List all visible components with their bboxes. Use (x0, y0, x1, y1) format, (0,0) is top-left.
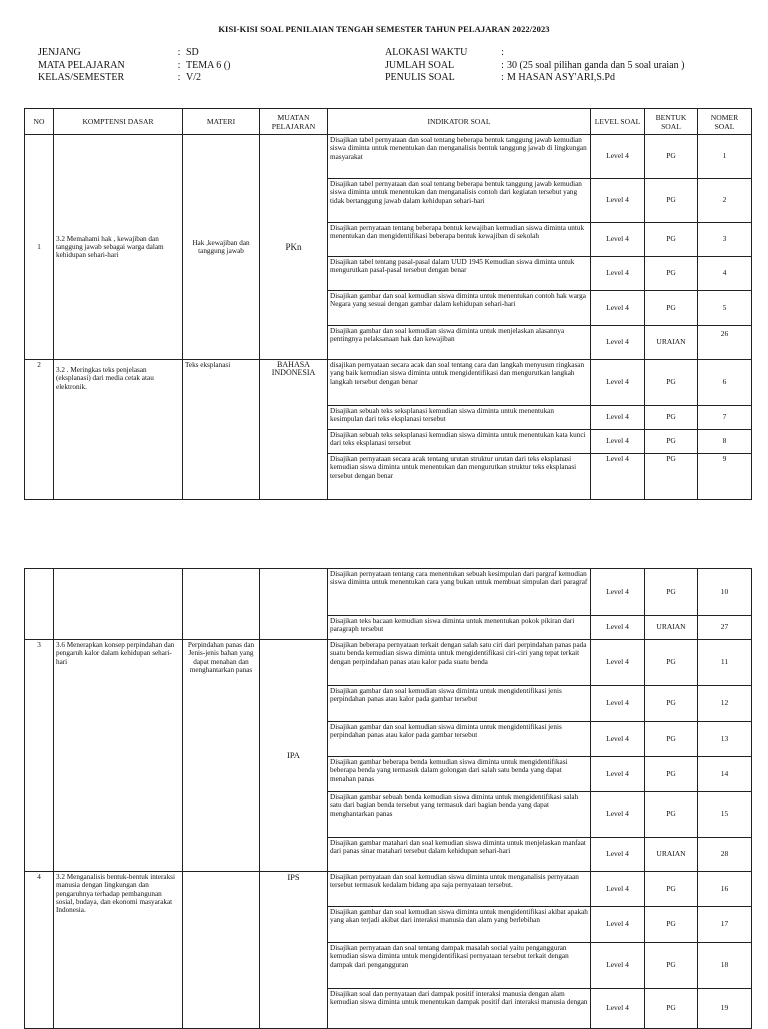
cell-level: Level 4 (591, 179, 645, 223)
cell-nomer: 15 (698, 792, 752, 838)
cell-muatan: PKn (260, 135, 328, 360)
meta-label: PENULIS SOAL (385, 72, 455, 83)
cell-level: Level 4 (591, 792, 645, 838)
cell-level: Level 4 (591, 135, 645, 179)
cell-kompetensi-dasar (54, 569, 183, 640)
cell-bentuk: PG (645, 406, 698, 430)
cell-level: Level 4 (591, 943, 645, 989)
cell-materi: Teks eksplanasi (183, 360, 260, 500)
cell-level: Level 4 (591, 430, 645, 454)
cell-level: Level 4 (591, 616, 645, 640)
meta-colon: : (177, 72, 181, 83)
cell-nomer: 8 (698, 430, 752, 454)
meta-colon: : (501, 59, 504, 71)
cell-nomer: 27 (698, 616, 752, 640)
table-row (25, 360, 752, 406)
cell-bentuk: URAIAN (645, 616, 698, 640)
cell-indikator: Disajikan tabel tentang pasal-pasal dalam UUD 1945 Kemudian siswa diminta untuk mengurutkan pasal-pasal tersebut dengan benar (328, 257, 591, 291)
cell-indikator: Disajikan pernyataan secara acak tentang urutan struktur urutan dari teks eksplanasi kemudian siswa diminta untuk menentukan dan mengurutkan struktur teks eksplanasi tersebut dengan benar (328, 454, 591, 500)
cell-indikator: Disajikan pernyataan dan soal tentang dampak masalah social yaitu pengangguran kemudian siswa diminta untuk mengidentifikasi pernyataan tersebut terkait dengan dampak dari pengangguran (328, 943, 591, 989)
cell-level: Level 4 (591, 757, 645, 792)
meta-colon: : (501, 72, 504, 83)
meta-value: SD (186, 47, 199, 58)
cell-level: Level 4 (591, 223, 645, 257)
kisi-kisi-table-page-1 (24, 108, 752, 500)
header-materi: MATERI (183, 109, 260, 135)
cell-indikator: Disajikan gambar beberapa benda kemudian siswa diminta untuk mengidentifikasi beberapa benda yang termasuk dalam golongan dari salah satu benda yang dapat menahan panas (328, 757, 591, 792)
cell-level: Level 4 (591, 872, 645, 907)
cell-nomer: 14 (698, 757, 752, 792)
cell-nomer: 1 (698, 135, 752, 179)
cell-kompetensi-dasar: 3.2 Menganalisis bentuk-bentuk interaksi manusia dengan lingkungan dan pengaruhnya terhadap pembangunan sosial, budaya, dan ekonomi masyarakat Indonesia. (54, 872, 183, 1029)
meta-right (385, 47, 684, 85)
cell-muatan: IPS (260, 872, 328, 1029)
cell-level: Level 4 (591, 454, 645, 500)
header-muatan-pelajaran: MUATAN PELAJARAN (260, 109, 328, 135)
header-kompetensi-dasar: KOMPTENSI DASAR (54, 109, 183, 135)
header-bentuk-soal: BENTUK SOAL (645, 109, 698, 135)
header-indikator-soal: INDIKATOR SOAL (328, 109, 591, 135)
cell-level: Level 4 (591, 291, 645, 326)
cell-nomer: 2 (698, 179, 752, 223)
cell-nomer: 16 (698, 872, 752, 907)
cell-indikator: Disajikan sebuah teks seksplanasi kemudian siswa diminta untuk menentukan kata kunci dari teks eksplanasi tersebut (328, 430, 591, 454)
cell-indikator: Disajikan gambar sebuah benda kemudian siswa diminta untuk mengidentifikasi salah satu dari bagian benda tersebut yang termasuk dari bagian benda yang dapat menghantarkan panas (328, 792, 591, 838)
cell-indikator: Disajikan pernyataan tentang cara menentukan sebuah kesimpulan dari pargraf kemudian siswa diminta untuk menentukan cara yang bukan untuk membuat simpulan dari paragraf (328, 569, 591, 616)
cell-nomer: 6 (698, 360, 752, 406)
cell-indikator: Disajikan soal dan pernyataan dari dampak positif interaksi manusia dengan alam kemudian siswa diminta untuk menentukan dampak positif dari interaksi manusia dengan (328, 989, 591, 1029)
cell-nomer: 9 (698, 454, 752, 500)
cell-level: Level 4 (591, 569, 645, 616)
cell-bentuk: PG (645, 943, 698, 989)
meta-value: M HASAN ASY'ARI,S.Pd (507, 72, 615, 83)
meta-row-kelas-semester (38, 72, 230, 85)
table-row (25, 569, 752, 616)
cell-nomer: 11 (698, 640, 752, 686)
cell-bentuk: PG (645, 257, 698, 291)
table-row (25, 135, 752, 179)
cell-bentuk: PG (645, 722, 698, 757)
cell-nomer: 19 (698, 989, 752, 1029)
cell-indikator: Disajikan gambar dan soal kemudian siswa diminta untuk mengidentifikasi jenis perpindahan panas atau kalor pada gambar tersebut (328, 722, 591, 757)
cell-bentuk: PG (645, 907, 698, 943)
cell-level: Level 4 (591, 686, 645, 722)
cell-level: Level 4 (591, 838, 645, 872)
cell-muatan (260, 569, 328, 640)
meta-left (38, 47, 230, 85)
cell-nomer: 3 (698, 223, 752, 257)
cell-indikator: Disajikan tabel pernyataan dan soal tentang beberapa bentuk tanggung jawab kemudian siswa diminta untuk menentukan dan menganalisis bentuk tanggung jawab di lingkungan masyarakat (328, 135, 591, 179)
meta-value: V/2 (186, 72, 201, 83)
cell-materi: Perpindahan panas dan Jenis-jenis bahan yang dapat menahan dan menghantarkan panas (183, 640, 260, 872)
meta-label: KELAS/SEMESTER (38, 72, 125, 83)
cell-indikator: Disajikan sebuah teks seksplanasi kemudian siswa diminta untuk menentukan kesimpulan dari teks eksplanasi tersebut (328, 406, 591, 430)
cell-bentuk: PG (645, 179, 698, 223)
cell-indikator: Disajikan beberapa pernyataan terkait dengan salah satu ciri dari perpindahan panas pada suatu benda kemudian siswa diminta untuk mengidentifikasi ciri-ciri yang tepat terkait dengan perpindahan panas atau kalor pada suatu benda (328, 640, 591, 686)
cell-level: Level 4 (591, 406, 645, 430)
cell-level: Level 4 (591, 326, 645, 360)
cell-bentuk: URAIAN (645, 326, 698, 360)
cell-nomer: 10 (698, 569, 752, 616)
cell-level: Level 4 (591, 907, 645, 943)
meta-row-mata-pelajaran (38, 60, 230, 73)
meta-label: JENJANG (38, 47, 81, 58)
cell-indikator: Disajikan gambar dan soal kemudian siswa diminta untuk mengidentifikasi jenis perpindahan panas atau kalor pada gambar tersebut (328, 686, 591, 722)
cell-indikator: Disajikan tabel pernyataan dan soal tentang beberapa bentuk tanggung jawab kemudian siswa diminta untuk menentukan dan menganalisis contoh dari kegiatan tersebut yang tidak bertanggung jawab dalam kehidupan sehari-hari (328, 179, 591, 223)
cell-nomer: 18 (698, 943, 752, 989)
cell-bentuk: PG (645, 569, 698, 616)
meta-value: TEMA 6 () (186, 59, 231, 71)
meta-row-alokasi-waktu (385, 47, 684, 60)
document-title: KISI-KISI SOAL PENILAIAN TENGAH SEMESTER TAHUN PELAJARAN 2022/2023 (218, 24, 550, 34)
table-header-row (25, 109, 752, 135)
cell-level: Level 4 (591, 257, 645, 291)
cell-bentuk: PG (645, 640, 698, 686)
table-row (25, 872, 752, 907)
cell-nomer: 28 (698, 838, 752, 872)
cell-bentuk: URAIAN (645, 838, 698, 872)
cell-indikator: Disajikan gambar dan soal kemudian siswa diminta untuk mengidentifikasi akibat apakah yang akan terjadi akibat dari interaksi manusia dan alam yang berlebihan (328, 907, 591, 943)
cell-nomer: 12 (698, 686, 752, 722)
cell-muatan: BAHASA INDONESIA (260, 360, 328, 500)
meta-colon: : (501, 47, 504, 58)
cell-bentuk: PG (645, 223, 698, 257)
cell-bentuk: PG (645, 135, 698, 179)
header-level-soal: LEVEL SOAL (591, 109, 645, 135)
meta-row-penulis-soal (385, 72, 684, 85)
meta-colon: : (177, 47, 181, 58)
cell-bentuk: PG (645, 291, 698, 326)
cell-nomer: 17 (698, 907, 752, 943)
cell-bentuk: PG (645, 454, 698, 500)
meta-label: JUMLAH SOAL (385, 59, 455, 71)
cell-level: Level 4 (591, 722, 645, 757)
table-row (25, 640, 752, 686)
cell-materi (183, 872, 260, 1029)
cell-bentuk: PG (645, 757, 698, 792)
cell-indikator: Disajikan gambar dan soal kemudian siswa diminta untuk menentukan contoh hak warga Negara yang sesuai dengan gambar dalam kehidupan sehari-hari (328, 291, 591, 326)
cell-bentuk: PG (645, 360, 698, 406)
cell-indikator: Disajikan gambar matahari dan soal kemudian siswa diminta untuk menjelaskan manfaat dari panas sinar matahari tersebut dalam kehidupan sehari-hari (328, 838, 591, 872)
cell-muatan: IPA (260, 640, 328, 872)
cell-level: Level 4 (591, 360, 645, 406)
header-nomer-soal: NOMER SOAL (698, 109, 752, 135)
cell-bentuk: PG (645, 686, 698, 722)
cell-bentuk: PG (645, 872, 698, 907)
cell-indikator: Disajikan pernyataan dan soal kemudian siswa diminta untuk menganalisis pernyataan tersebut termasuk kedalam bidang apa saja pernyataan tersebut. (328, 872, 591, 907)
cell-level: Level 4 (591, 640, 645, 686)
meta-label: ALOKASI WAKTU (385, 47, 468, 58)
kisi-kisi-table-page-2 (24, 568, 752, 1029)
cell-nomer: 5 (698, 291, 752, 326)
cell-no (25, 569, 54, 640)
cell-kompetensi-dasar: 3.2 . Meringkas teks penjelasan (eksplanasi) dari media cetak atau elektronik. (54, 360, 183, 500)
cell-nomer: 26 (698, 326, 752, 360)
cell-level: Level 4 (591, 989, 645, 1029)
cell-nomer: 13 (698, 722, 752, 757)
cell-no: 2 (25, 360, 54, 500)
cell-nomer: 4 (698, 257, 752, 291)
cell-bentuk: PG (645, 989, 698, 1029)
cell-kompetensi-dasar: 3.2 Memahami hak , kewajiban dan tanggung jawab sebagai warga dalam kehidupan sehari-hari (54, 135, 183, 360)
meta-colon: : (177, 59, 181, 71)
cell-no: 4 (25, 872, 54, 1029)
cell-materi: Hak ,kewajiban dan tanggung jawab (183, 135, 260, 360)
cell-no: 3 (25, 640, 54, 872)
cell-bentuk: PG (645, 792, 698, 838)
cell-indikator: Disajikan gambar dan soal kemudian siswa diminta untuk menjelaskan alasannya pentingnya pelaksanaan hak dan kewajiban (328, 326, 591, 360)
cell-no: 1 (25, 135, 54, 360)
cell-indikator: disajikan pernyataan secara acak dan soal tentang cara dan langkah menyusun ringkasan yang baik kemudian siswa diminta untuk mengidentifikasi dan mengurutkan langkah langkah tersebut dengan benar (328, 360, 591, 406)
cell-indikator: Disajikan teks bacaan kemudian siswa diminta untuk menentukan pokok pikiran dari paragraph tersebut (328, 616, 591, 640)
meta-value: 30 (25 soal pilihan ganda dan 5 soal uraian ) (507, 59, 685, 71)
cell-bentuk: PG (645, 430, 698, 454)
cell-materi (183, 569, 260, 640)
cell-nomer: 7 (698, 406, 752, 430)
header-no: NO (25, 109, 54, 135)
cell-kompetensi-dasar: 3.6 Menerapkan konsep perpindahan dan pengaruh kalor dalam kehidupan sehari-hari (54, 640, 183, 872)
meta-row-jenjang (38, 47, 230, 60)
meta-row-jumlah-soal (385, 60, 684, 73)
meta-label: MATA PELAJARAN (38, 59, 125, 71)
cell-indikator: Disajikan pernyataan tentang beberapa bentuk kewajiban kemudian siswa diminta untuk menentukan dan mengidentifikasi beberapa bentuk kewajiban di sekolah (328, 223, 591, 257)
